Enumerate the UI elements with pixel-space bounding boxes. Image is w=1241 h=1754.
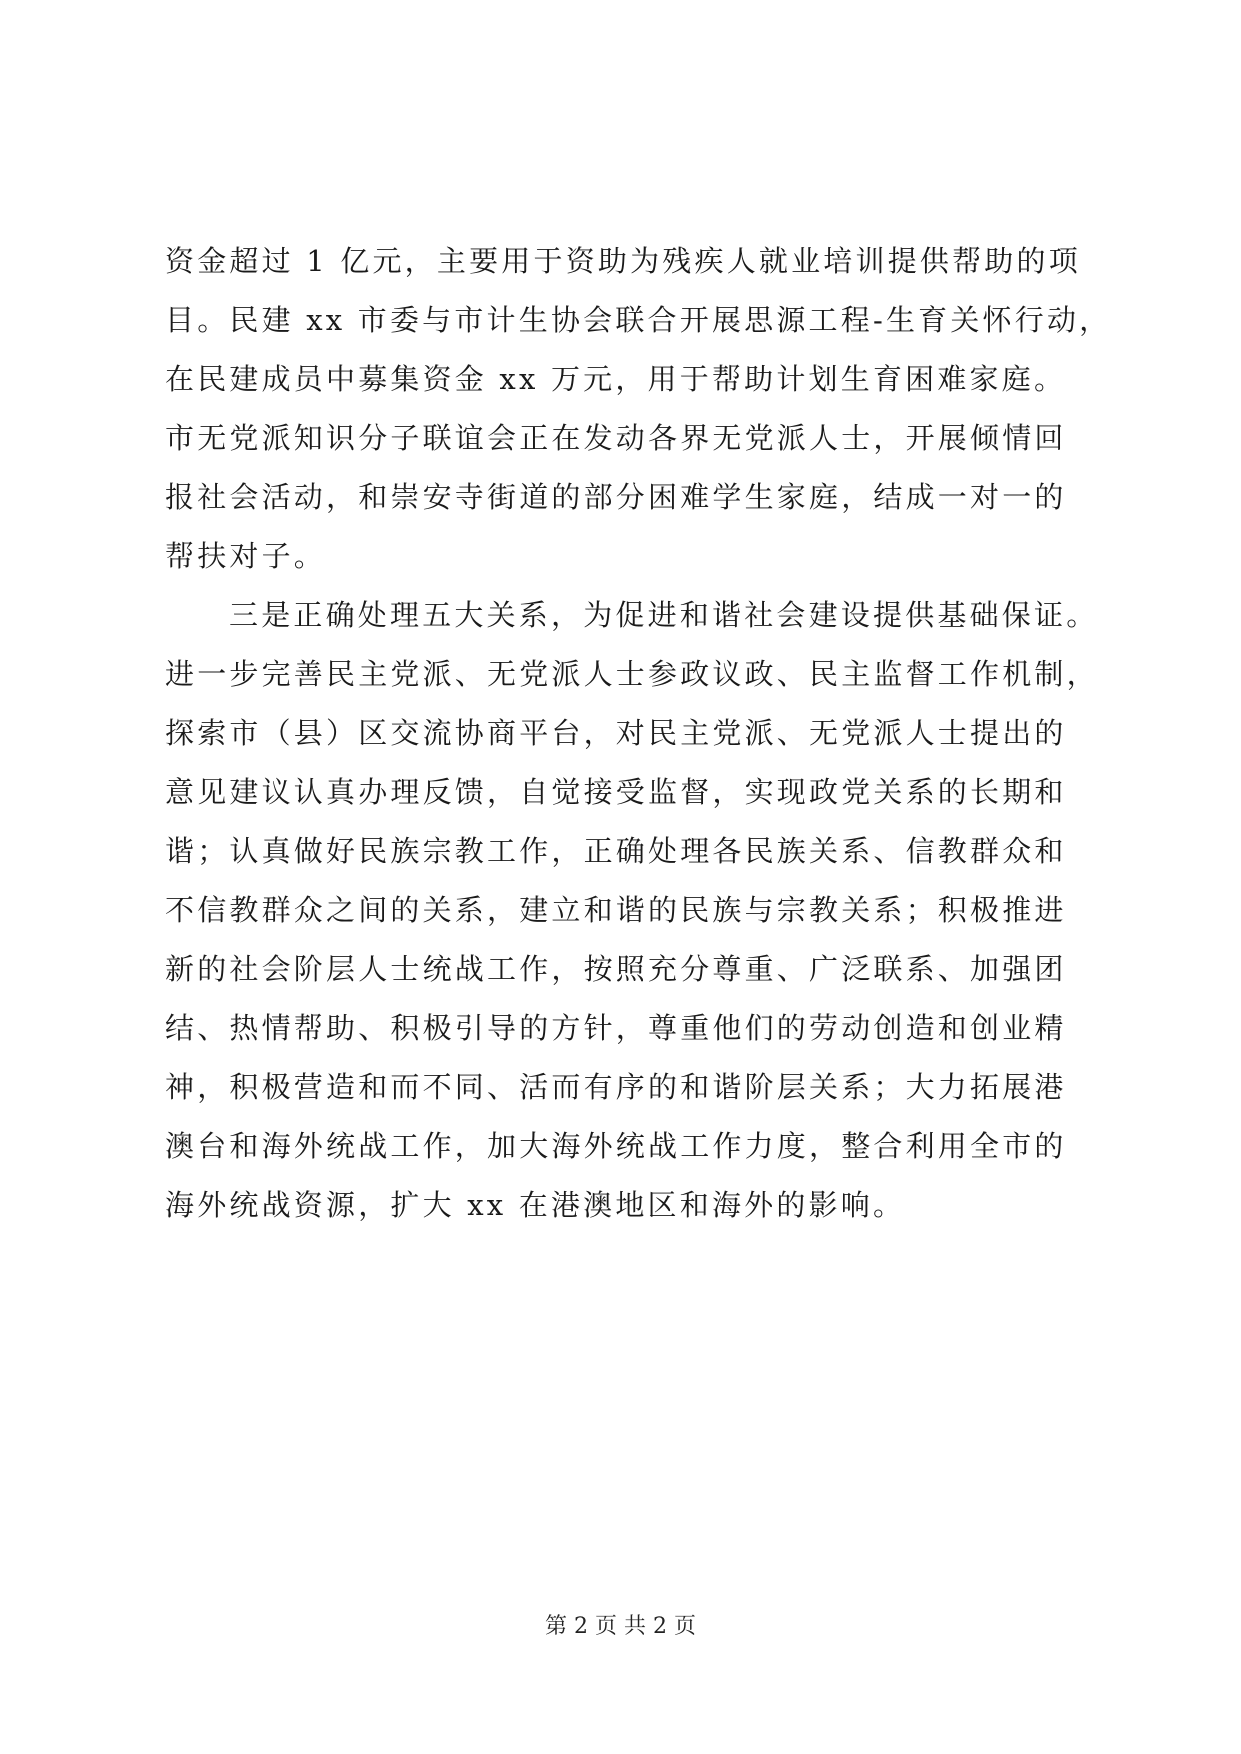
text-line: 进一步完善民主党派、无党派人士参政议政、民主监督工作机制，	[165, 657, 1099, 691]
page-number-footer: 第 2 页 共 2 页	[545, 1614, 696, 1639]
text-line: 报社会活动，和崇安寺街道的部分困难学生家庭，结成一对一的	[165, 480, 1067, 514]
text-line: 探索市（县）区交流协商平台，对民主党派、无党派人士提出的	[165, 716, 1067, 750]
text-line: 三是正确处理五大关系，为促进和谐社会建设提供基础保证。	[229, 598, 1099, 632]
text-line: 市无党派知识分子联谊会正在发动各界无党派人士，开展倾情回	[165, 421, 1067, 455]
text-line: 谐；认真做好民族宗教工作，正确处理各民族关系、信教群众和	[165, 834, 1067, 868]
text-line: 意见建议认真办理反馈，自觉接受监督，实现政党关系的长期和	[165, 775, 1067, 809]
text-line: 帮扶对子。	[165, 539, 327, 573]
text-line: 资金超过 1 亿元，主要用于资助为残疾人就业培训提供帮助的项	[165, 244, 1081, 278]
text-line: 新的社会阶层人士统战工作，按照充分尊重、广泛联系、加强团	[165, 952, 1067, 986]
text-line: 结、热情帮助、积极引导的方针，尊重他们的劳动创造和创业精	[165, 1011, 1067, 1045]
text-line: 神，积极营造和而不同、活而有序的和谐阶层关系；大力拓展港	[165, 1070, 1067, 1104]
text-line: 不信教群众之间的关系，建立和谐的民族与宗教关系；积极推进	[165, 893, 1067, 927]
text-line: 在民建成员中募集资金 xx 万元，用于帮助计划生育困难家庭。	[165, 362, 1067, 396]
text-line: 海外统战资源，扩大 xx 在港澳地区和海外的影响。	[165, 1188, 906, 1222]
text-line: 澳台和海外统战工作，加大海外统战工作力度，整合利用全市的	[165, 1129, 1067, 1163]
text-line: 目。民建 xx 市委与市计生协会联合开展思源工程-生育关怀行动，	[165, 303, 1112, 337]
